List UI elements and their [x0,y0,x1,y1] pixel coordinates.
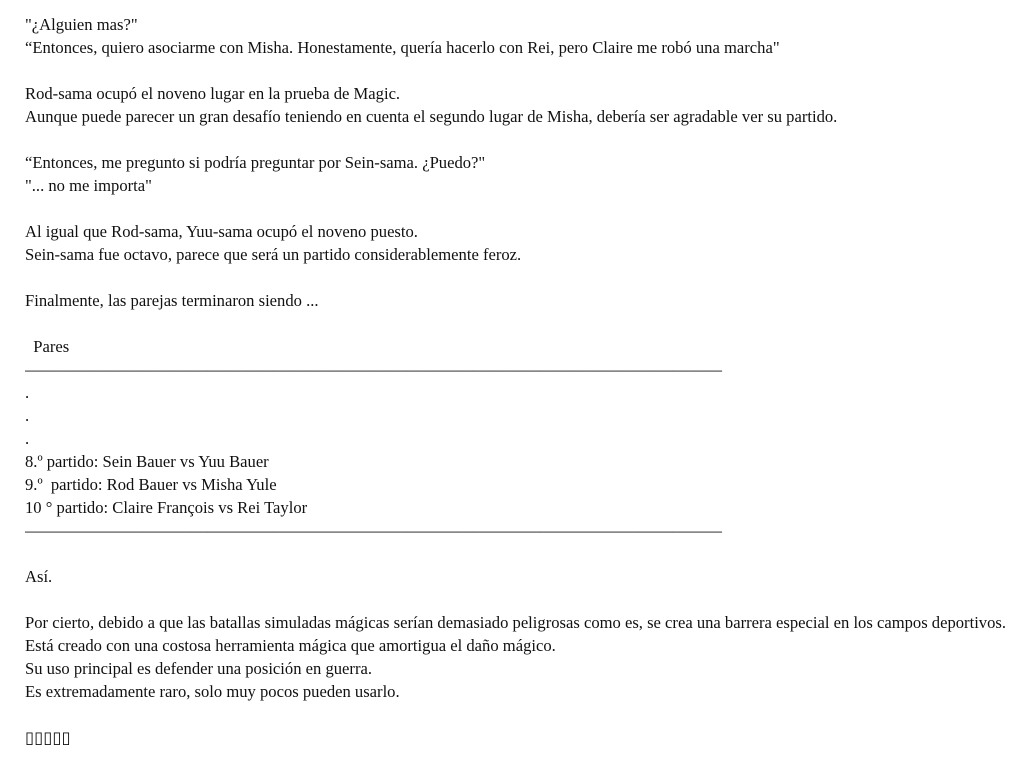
text-line: Aunque puede parecer un gran desafío teniendo en cuenta el segundo lugar de Misha, debería ser agradable ver su partido. [25,107,838,126]
paragraph-gap [25,703,1010,726]
paragraph-gap [25,542,1010,565]
paragraph-gap [25,266,1010,289]
text-line: Finalmente, las parejas terminaron siendo ... [25,291,319,310]
paragraph-gap [25,128,1010,151]
paragraph-gap [25,197,1010,220]
paragraph-gap [25,59,1010,82]
text-line: Está creado con una costosa herramienta mágica que amortigua el daño mágico. [25,636,556,655]
horizontal-rule-top: —————————————————————————————————————————— [25,360,722,379]
missing-glyphs: ▯▯▯▯▯ [25,728,71,747]
text-line: Por cierto, debido a que las batallas simuladas mágicas serían demasiado peligrosas como es, se crea una barrera especial en los campos deportivos. [25,613,1007,632]
text-line: Rod-sama ocupó el noveno lugar en la prueba de Magic. [25,84,401,103]
ellipsis-dot: . [25,406,30,425]
text-line: Su uso principal es defender una posición en guerra. [25,659,372,678]
pairs-box [25,335,1010,542]
text-line: Al igual que Rod-sama, Yuu-sama ocupó el noveno puesto. [25,222,418,241]
match-entry: 9.º partido: Rod Bauer vs Misha Yule [25,475,277,494]
text-line: “Entonces, me pregunto si podría preguntar por Sein-sama. ¿Puedo?" [25,153,486,172]
pairs-heading: Pares [25,337,70,356]
horizontal-rule-bottom: —————————————————————————————————————————— [25,521,722,540]
document-body [25,13,1010,749]
text-line: Así. [25,567,53,586]
text-line: “Entonces, quiero asociarme con Misha. Honestamente, quería hacerlo con Rei, pero Claire me robó una marcha" [25,38,780,57]
text-line: Sein-sama fue octavo, parece que será un partido considerablemente feroz. [25,245,522,264]
paragraph-gap [25,588,1010,611]
text-line: "¿Alguien mas?" [25,15,138,34]
paragraph-gap [25,312,1010,335]
text-line: Es extremadamente raro, solo muy pocos pueden usarlo. [25,682,400,701]
match-entry: 8.º partido: Sein Bauer vs Yuu Bauer [25,452,269,471]
text-line: "... no me importa" [25,176,152,195]
match-entry: 10 ° partido: Claire François vs Rei Taylor [25,498,308,517]
ellipsis-dot: . [25,383,30,402]
ellipsis-dot: . [25,429,30,448]
